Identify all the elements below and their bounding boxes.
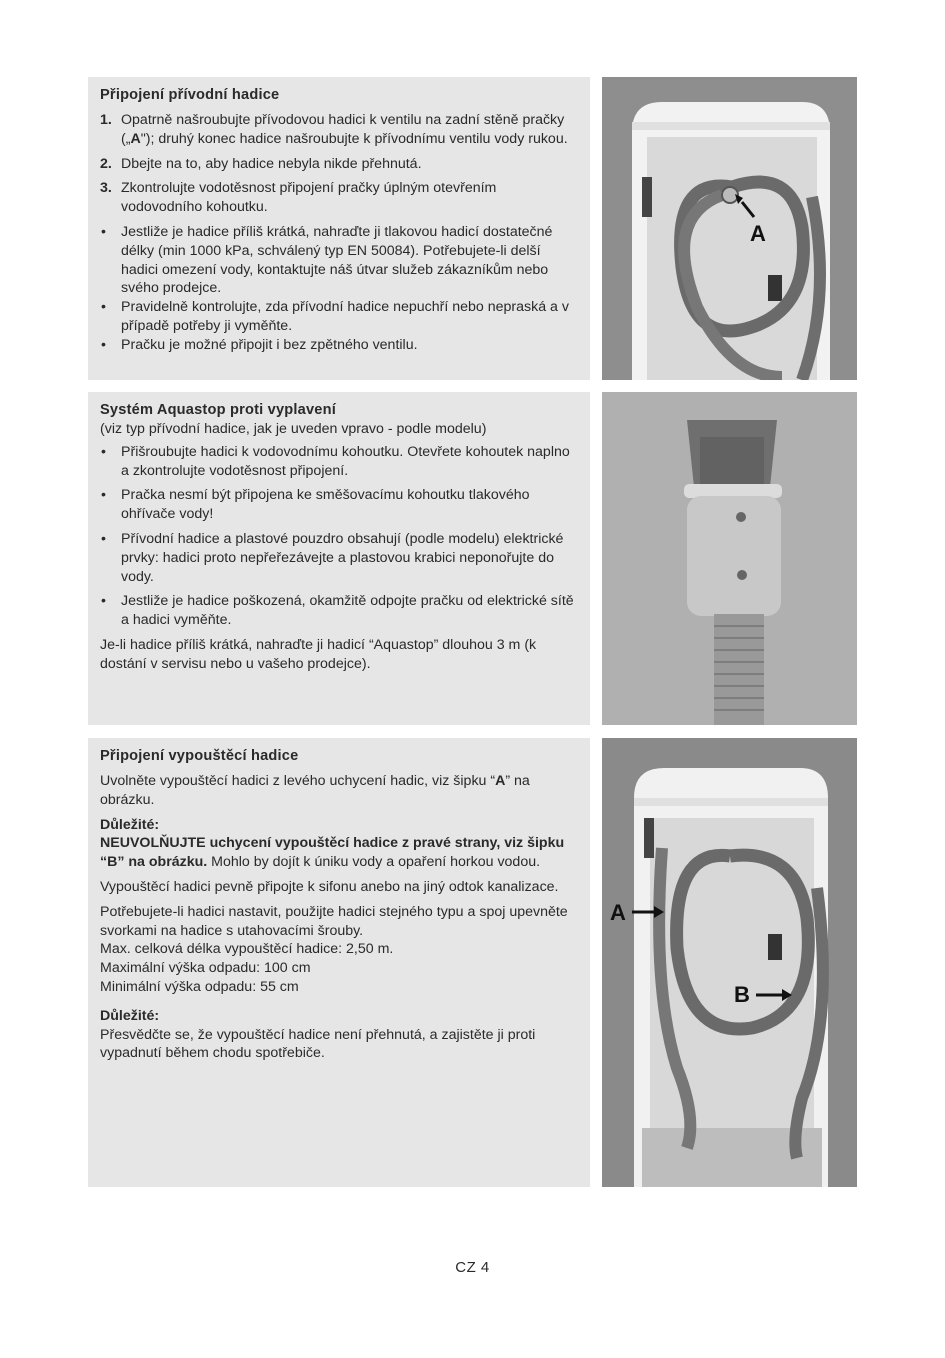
bullet-item: • Přívodní hadice a plastové pouzdro obsahují (podle modelu) elektrické prvky: hadici proto nepřeřezávejte a plastovou krabici neponořujte do vody. xyxy=(101,530,564,585)
important-note: Důležité: Přesvědčte se, že vypouštěcí hadice není přehnutá, a zajistěte ji proti vypadnutí během chodu spotřebiče. xyxy=(100,1007,536,1062)
step-item: 2. Dbejte na to, aby hadice nebyla nikde přehnutá. xyxy=(100,155,422,172)
bullet-item: • Jestliže je hadice příliš krátká, nahraďte ji tlakovou hadicí dostatečné délky (min 1000 kPa, schválený typ EN 50084). Potřebujete-li delší hadici omezení vody, kontaktujte náš útvar služeb zákazníkům nebo svého prodejce. xyxy=(101,223,553,297)
step-item: 1. Opatrně našroubujte přívodovou hadici k ventilu na zadní stěně pračky („A"); druhý konec hadice našroubujte k přívodnímu ventilu vody rukou. xyxy=(100,112,568,147)
note: Je-li hadice příliš krátká, nahraďte ji hadicí “Aquastop” dlouhou 3 m (k dostání v servisu nebo u vašeho prodejce). xyxy=(100,636,537,672)
important-warning: Důležité: NEUVOLŇUJTE uchycení vypouštěcí hadice z pravé strany, viz šipku “B” na obrázku. Mohlo by dojít k úniku vody a opaření horkou vodou. xyxy=(100,816,565,871)
adjust-block: Potřebujete-li hadici nastavit, použijte hadici stejného typu a spoj upevněte svorkami na hadice s utahovacími šrouby. Max. celková délka vypouštěcí hadice: 2,50 m. Maximální výška odpadu: 100 cm Minimální výška odpadu: 55 cm xyxy=(100,903,568,995)
label-a: A xyxy=(750,221,766,246)
bullet-item: • Přišroubujte hadici k vodovodnímu kohoutku. Otevřete kohoutek naplno a zkontrolujte vodotěsnost připojení. xyxy=(101,443,570,479)
bullet-list xyxy=(100,223,578,355)
siphon-text: Vypouštěcí hadici pevně připojte k sifonu anebo na jiný odtok kanalizace. xyxy=(100,878,559,895)
intro: Uvolněte vypouštěcí hadici z levého uchycení hadic, viz šipku “A” na obrázku. xyxy=(100,773,530,808)
washer-back-inlet-photo xyxy=(602,77,857,380)
bullet-item: • Pračka nesmí být připojena ke směšovacímu kohoutku tlakového ohřívače vody! xyxy=(101,487,530,523)
aquastop-valve-photo xyxy=(602,392,857,725)
label-b: B xyxy=(734,982,750,1007)
page-number: CZ 4 xyxy=(455,1259,490,1276)
bullet-item: • Jestliže je hadice poškozená, okamžitě odpojte pračku od elektrické sítě a hadici vyměňte. xyxy=(101,593,574,629)
section-drain-hose xyxy=(88,738,590,1187)
bullet-item: • Pravidelně kontrolujte, zda přívodní hadice nepuchří nebo nepraská a v případě potřeby ji vyměňte. xyxy=(101,299,569,334)
section-title: Připojení vypouštěcí hadice xyxy=(100,748,299,764)
section-title: Připojení přívodní hadice xyxy=(100,87,280,103)
bullet-item: • Pračku je možné připojit i bez zpětného ventilu. xyxy=(101,336,418,353)
section-title: Systém Aquastop proti vyplavení xyxy=(100,402,336,418)
washer-back-drain-photo xyxy=(602,738,857,1187)
bullet-list xyxy=(100,443,578,630)
section-inlet-hose xyxy=(88,77,590,380)
label-a: A xyxy=(610,900,626,925)
step-item: 3. Zkontrolujte vodotěsnost připojení pračky úplným otevřením vodovodního kohoutku. xyxy=(100,180,497,216)
section-subtitle: (viz typ přívodní hadice, jak je uveden vpravo - podle modelu) xyxy=(100,421,487,437)
steps-list xyxy=(100,111,578,217)
section-aquastop xyxy=(88,392,590,725)
